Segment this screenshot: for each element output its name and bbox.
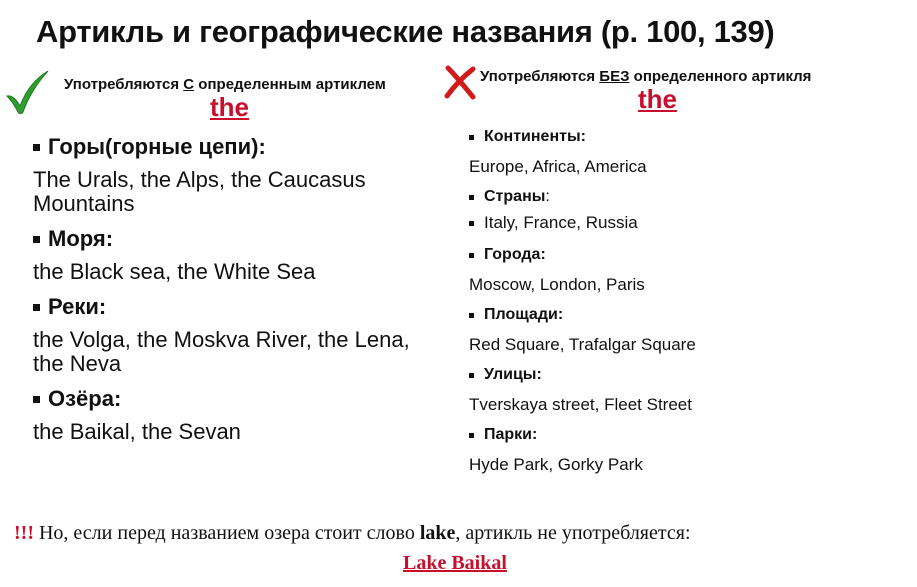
category-streets <box>469 362 899 388</box>
right-header-suffix: определенного артикля <box>629 68 812 85</box>
category-label: Города: <box>484 246 546 263</box>
note-keyword: lake <box>419 522 456 544</box>
bullet-icon <box>469 253 474 258</box>
examples-seas: the Black sea, the White Sea <box>33 259 316 284</box>
category-label: Озёра: <box>48 386 122 411</box>
note-text-before: Но, если перед названием озера стоит слово <box>33 522 420 544</box>
bullet-icon <box>469 135 474 140</box>
category-mountains <box>33 132 443 162</box>
category-label: Улицы: <box>484 366 542 383</box>
category-seas <box>33 224 443 254</box>
bullet-icon <box>469 195 474 200</box>
bullet-icon <box>469 313 474 318</box>
category-squares <box>469 302 899 328</box>
category-lakes <box>33 384 443 414</box>
bullet-icon <box>33 236 40 243</box>
right-header-prefix: Употребляются <box>480 68 600 85</box>
right-column-header <box>480 68 811 85</box>
examples-cities: Moscow, London, Paris <box>469 275 645 294</box>
category-countries <box>469 184 899 210</box>
category-label: Моря: <box>48 226 114 251</box>
bullet-icon <box>469 221 474 226</box>
examples-lakes: the Baikal, the Sevan <box>33 419 241 444</box>
category-cities <box>469 242 899 268</box>
lake-example: Lake Baikal <box>403 552 507 574</box>
lake-exception-note <box>14 522 691 545</box>
left-header-suffix: определенным артиклем <box>194 76 386 93</box>
bullet-icon <box>33 144 40 151</box>
right-header-emph: БЕЗ <box>599 68 630 85</box>
left-column-header <box>64 76 386 93</box>
examples-mountains: The Urals, the Alps, the Caucasus Mountains <box>33 167 366 216</box>
category-continents <box>469 124 899 150</box>
bullet-icon <box>469 373 474 378</box>
bullet-icon <box>33 396 40 403</box>
left-header-emph: С <box>183 76 195 93</box>
slide-title: Артикль и географические названия (р. 100, 139) <box>36 14 775 49</box>
bullet-icon <box>33 304 40 311</box>
left-header-prefix: Употребляются <box>64 76 184 93</box>
bullet-icon <box>469 433 474 438</box>
note-text-after: , артикль не употребляется: <box>455 522 691 544</box>
examples-continents: Europe, Africa, America <box>469 157 647 176</box>
examples-squares: Red Square, Trafalgar Square <box>469 335 696 354</box>
examples-text: Italy, France, Russia <box>484 213 638 232</box>
examples-parks: Hyde Park, Gorky Park <box>469 455 643 474</box>
exclamation-marks: !!! <box>14 522 34 544</box>
cross-mark-icon <box>442 64 478 100</box>
examples-streets: Tverskaya street, Fleet Street <box>469 395 692 414</box>
category-colon: : <box>545 188 550 205</box>
left-article-the: the <box>210 92 249 122</box>
examples-countries <box>469 210 899 236</box>
category-label: Страны <box>484 188 546 205</box>
check-mark-icon <box>4 68 50 116</box>
left-column <box>33 132 443 452</box>
category-parks <box>469 422 899 448</box>
examples-rivers: the Volga, the Moskva River, the Lena, the Neva <box>33 327 410 376</box>
category-label: Площади: <box>484 306 564 323</box>
category-rivers <box>33 292 443 322</box>
category-label: Горы(горные цепи): <box>48 134 266 159</box>
right-article-the: the <box>638 84 677 114</box>
right-column <box>469 124 899 482</box>
category-label: Реки: <box>48 294 107 319</box>
category-label: Парки: <box>484 426 538 443</box>
category-label: Континенты: <box>484 128 586 145</box>
